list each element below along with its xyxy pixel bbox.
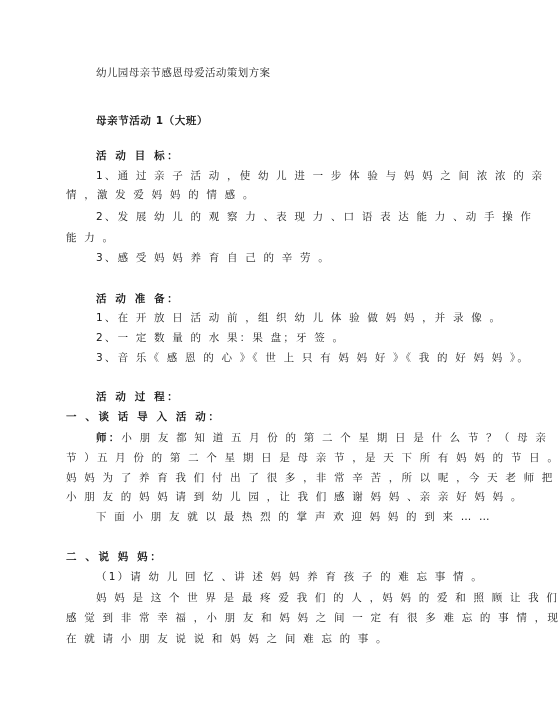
- preparation-line: 2、一 定 数 量 的 水 果：果 盘；牙 签 。: [96, 332, 346, 344]
- part1-heading: 一 、谈 话 导 入 活 动：: [66, 411, 222, 423]
- goals-heading: 活 动 目 标：: [96, 150, 181, 162]
- preparation-heading: 活 动 准 备：: [96, 293, 181, 305]
- part2-line: （1）请 幼 儿 回 忆 、讲 述 妈 妈 养 育 孩 子 的 难 忘 事 情 。: [96, 571, 484, 583]
- section-title: 母亲节活动 1（大班）: [96, 115, 209, 127]
- goals-line: 2、发 展 幼 儿 的 观 察 力 、表 现 力 、口 语 表 达 能 力 、动 手 操 作: [96, 211, 534, 223]
- part2-line: 在 就 请 小 朋 友 说 说 和 妈 妈 之 间 难 忘 的 事 。: [66, 633, 389, 645]
- process-heading: 活 动 过 程：: [96, 391, 181, 403]
- document-title: 幼儿园母亲节感恩母爱活动策划方案: [96, 67, 271, 79]
- part1-line: 节 ）五 月 份 的 第 二 个 星 期 日 是 母 亲 节 ，是 天 下 所 有 妈 妈 的 节 日 。: [66, 452, 560, 464]
- part1-first-line: [96, 431, 549, 445]
- teacher-label: 师：: [96, 432, 122, 444]
- goals-line: 情 ，激 发 爱 妈 妈 的 情 感 。: [66, 189, 256, 201]
- goals-line: 1、通 过 亲 子 活 动 ，使 幼 儿 进 一 步 体 验 与 妈 妈 之 间 浓 浓 的 亲: [96, 170, 545, 182]
- part1-line: 小 朋 友 都 知 道 五 月 份 的 第 二 个 星 期 日 是 什 么 节 ？（ 母 亲: [121, 432, 549, 444]
- goals-line: 3、感 受 妈 妈 养 育 自 己 的 辛 劳 。: [96, 252, 331, 264]
- part2-line: 感 觉 到 非 常 幸 福 ，小 朋 友 和 妈 妈 之 间 一 定 有 很 多 难 忘 的 事 情 ，现: [66, 612, 560, 624]
- preparation-line: 3、音 乐《 感 恩 的 心 》《 世 上 只 有 妈 妈 好 》《 我 的 好 妈 妈 》。: [96, 352, 531, 364]
- part1-line: 下 面 小 朋 友 就 以 最 热 烈 的 掌 声 欢 迎 妈 妈 的 到 来 … …: [96, 511, 492, 523]
- part1-line: 小 朋 友 的 妈 妈 请 到 幼 儿 园 ，让 我 们 感 谢 妈 妈 、亲 亲 好 妈 妈 。: [66, 491, 524, 503]
- part1-line: 妈 妈 为 了 养 育 我 们 付 出 了 很 多 ，非 常 辛 苦 ，所 以 呢 ，今 天 老 师 把: [66, 472, 555, 484]
- preparation-line: 1、在 开 放 日 活 动 前 ，组 织 幼 儿 体 验 做 妈 妈 ，并 录 像 。: [96, 312, 503, 324]
- part2-heading: 二 、说 妈 妈：: [66, 551, 164, 563]
- part2-line: 妈 妈 是 这 个 世 界 是 最 疼 爱 我 们 的 人 ，妈 妈 的 爱 和 照 顾 让 我 们: [96, 592, 560, 604]
- goals-line: 能 力 。: [66, 232, 116, 244]
